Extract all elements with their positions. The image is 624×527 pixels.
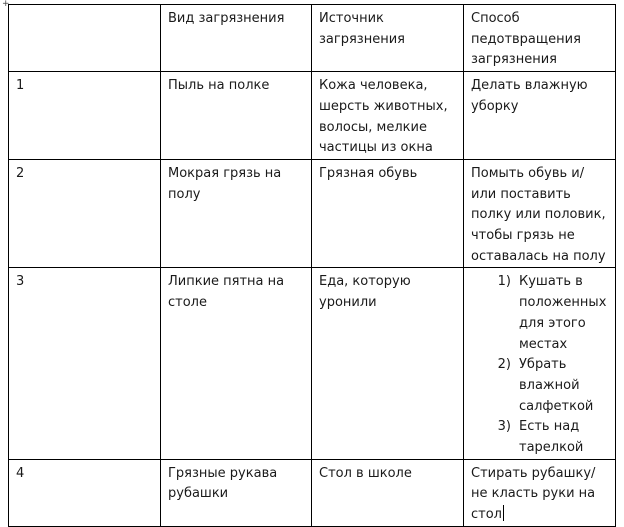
cell-number[interactable]: 1 xyxy=(9,72,161,160)
cell-prevention-text: Стирать рубашку/ не класть руки на стол xyxy=(471,465,596,523)
cell-pollution-source[interactable]: Еда, которую уронили xyxy=(312,268,464,459)
cell-pollution-type[interactable]: Липкие пятна на столе xyxy=(161,268,312,459)
cell-number[interactable]: 4 xyxy=(9,459,161,526)
table-row xyxy=(9,159,616,268)
list-item-text: Убрать влажной салфеткой xyxy=(519,357,594,414)
cell-prevention[interactable]: Делать влажную уборку xyxy=(464,72,616,160)
list-item xyxy=(471,272,608,355)
cell-pollution-type[interactable]: Пыль на полке xyxy=(161,72,312,160)
cell-pollution-source[interactable]: Стол в школе xyxy=(312,459,464,526)
list-item-marker: 3) xyxy=(497,419,511,435)
list-item xyxy=(471,355,608,417)
list-item-text: Кушать в положенных для этого местах xyxy=(519,274,607,352)
cell-pollution-type[interactable]: Грязные рукава рубашки xyxy=(161,459,312,526)
header-cell-prevention[interactable]: Способ педотвращения загрязнения xyxy=(464,5,616,72)
cell-pollution-source[interactable]: Грязная обувь xyxy=(312,159,464,268)
list-item-marker: 2) xyxy=(497,357,511,373)
cell-prevention-list[interactable] xyxy=(464,268,616,459)
header-cell-type[interactable]: Вид загрязнения xyxy=(161,5,312,72)
cell-number[interactable]: 2 xyxy=(9,159,161,268)
pollution-table xyxy=(8,4,616,527)
header-cell-source[interactable]: Источник загрязнения xyxy=(312,5,464,72)
cell-number[interactable]: 3 xyxy=(9,268,161,459)
cell-prevention[interactable] xyxy=(464,459,616,526)
header-cell-empty[interactable] xyxy=(9,5,161,72)
table-row xyxy=(9,72,616,160)
cell-pollution-type[interactable]: Мокрая грязь на полу xyxy=(161,159,312,268)
prevention-numbered-list xyxy=(471,272,608,458)
cell-pollution-source[interactable]: Кожа человека, шерсть животных, волосы, мелкие частицы из окна xyxy=(312,72,464,160)
table-header-row xyxy=(9,5,616,72)
table-row xyxy=(9,459,616,526)
table-row xyxy=(9,268,616,459)
table-anchor-icon[interactable]: + xyxy=(2,0,10,9)
list-item-text: Есть над тарелкой xyxy=(519,419,584,456)
list-item-marker: 1) xyxy=(497,274,511,290)
cell-prevention[interactable]: Помыть обувь и/или поставить полку или половик, чтобы грязь не оставалась на полу xyxy=(464,159,616,268)
list-item xyxy=(471,417,608,458)
